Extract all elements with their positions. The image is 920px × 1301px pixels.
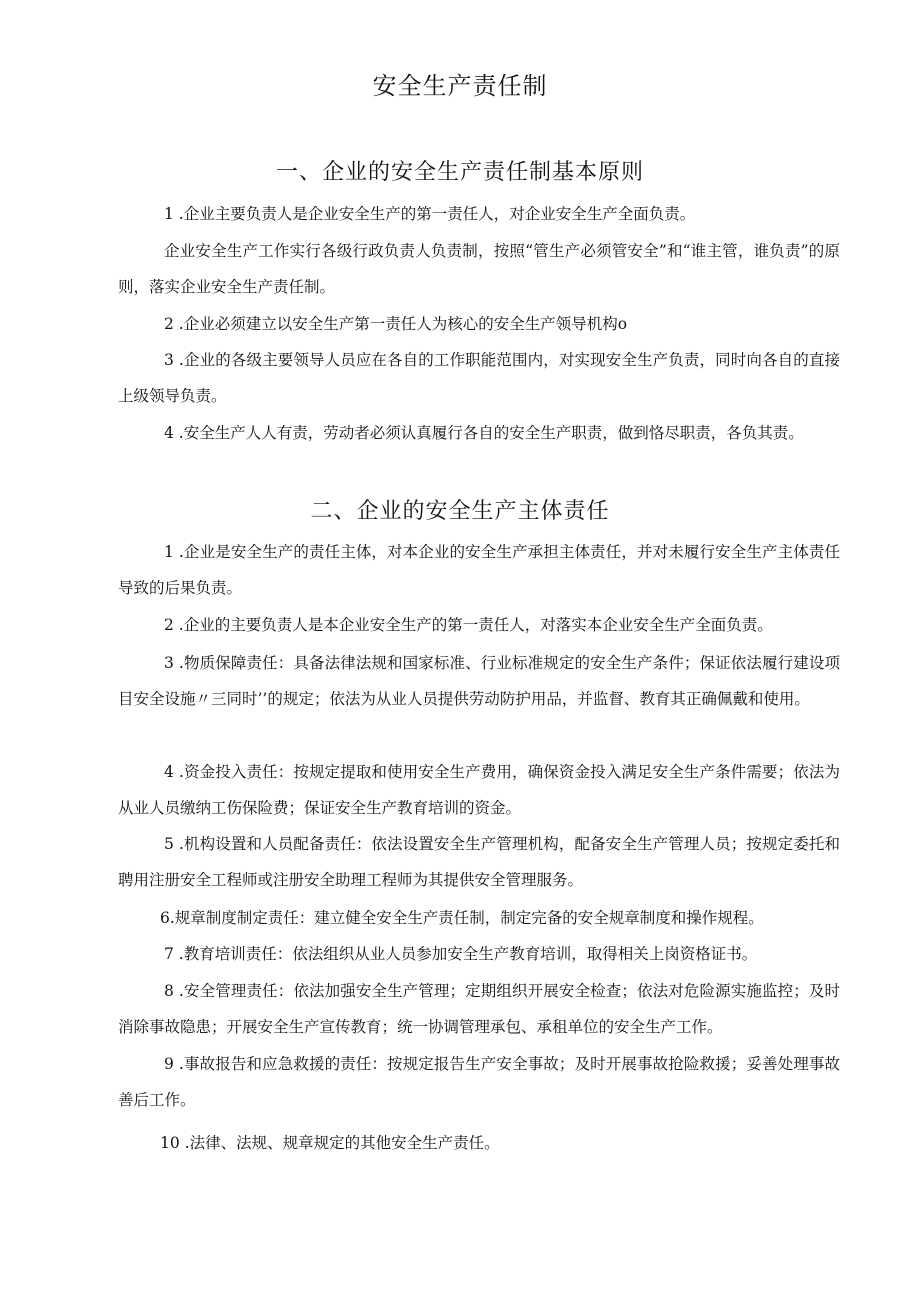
- paragraph: 3 .物质保障责任：具备法律法规和国家标准、行业标准规定的安全生产条件；保证依法履行建设项目安全设施〃三同时’’的规定；依法为从业人员提供劳动防护用品，并监督、教育其正确佩戴和使用。: [118, 654, 840, 708]
- section-heading-2: 二、企业的安全生产主体责任: [310, 499, 610, 524]
- paragraph: 4 .资金投入责任：按规定提取和使用安全生产费用，确保资金投入满足安全生产条件需要；依法为从业人员缴纳工伤保险费；保证安全生产教育培训的资金。: [118, 763, 840, 817]
- document-title: 安全生产责任制: [372, 72, 548, 100]
- paragraph: 7 .教育培训责任：依法组织从业人员参加安全生产教育培训，取得相关上岗资格证书。: [164, 945, 758, 963]
- paragraph: 8 .安全管理责任：依法加强安全生产管理；定期组织开展安全检查；依法对危险源实施监控；及时消除事故隐患；开展安全生产宣传教育；统一协调管理承包、承租单位的安全生产工作。: [118, 982, 840, 1036]
- paragraph: 4 .安全生产人人有责，劳动者必须认真履行各自的安全生产职责，做到恪尽职责，各负其责。: [164, 424, 804, 442]
- paragraph: 1 .企业主要负责人是企业安全生产的第一责任人，对企业安全生产全面负责。: [164, 205, 696, 223]
- paragraph: 5 .机构设置和人员配备责任：依法设置安全生产管理机构，配备安全生产管理人员；按规定委托和聘用注册安全工程师或注册安全助理工程师为其提供安全管理服务。: [118, 835, 840, 889]
- paragraph: 1 .企业是安全生产的责任主体，对本企业的安全生产承担主体责任，并对未履行安全生产主体责任导致的后果负责。: [118, 543, 840, 597]
- paragraph: 3 .企业的各级主要领导人员应在各自的工作职能范围内，对实现安全生产负责，同时向各自的直接上级领导负责。: [118, 351, 840, 405]
- paragraph: 2 .企业的主要负责人是本企业安全生产的第一责任人，对落实本企业安全生产全面负责。: [164, 616, 773, 634]
- paragraph: 企业安全生产工作实行各级行政负责人负责制，按照“管生产必须管安全”和“谁主管，谁负责”的原则，落实企业安全生产责任制。: [118, 242, 840, 296]
- paragraph: 9 .事故报告和应急救援的责任：按规定报告生产安全事故；及时开展事故抢险救援；妥善处理事故善后工作。: [118, 1055, 840, 1109]
- paragraph: 2 .企业必须建立以安全生产第一责任人为核心的安全生产领导机构o: [164, 315, 628, 333]
- paragraph: 10 .法律、法规、规章规定的其他安全生产责任。: [160, 1134, 500, 1152]
- paragraph: 6.规章制度制定责任：建立健全安全生产责任制，制定完备的安全规章制度和操作规程。: [160, 909, 764, 927]
- section-heading-1: 一、企业的安全生产责任制基本原则: [275, 160, 644, 185]
